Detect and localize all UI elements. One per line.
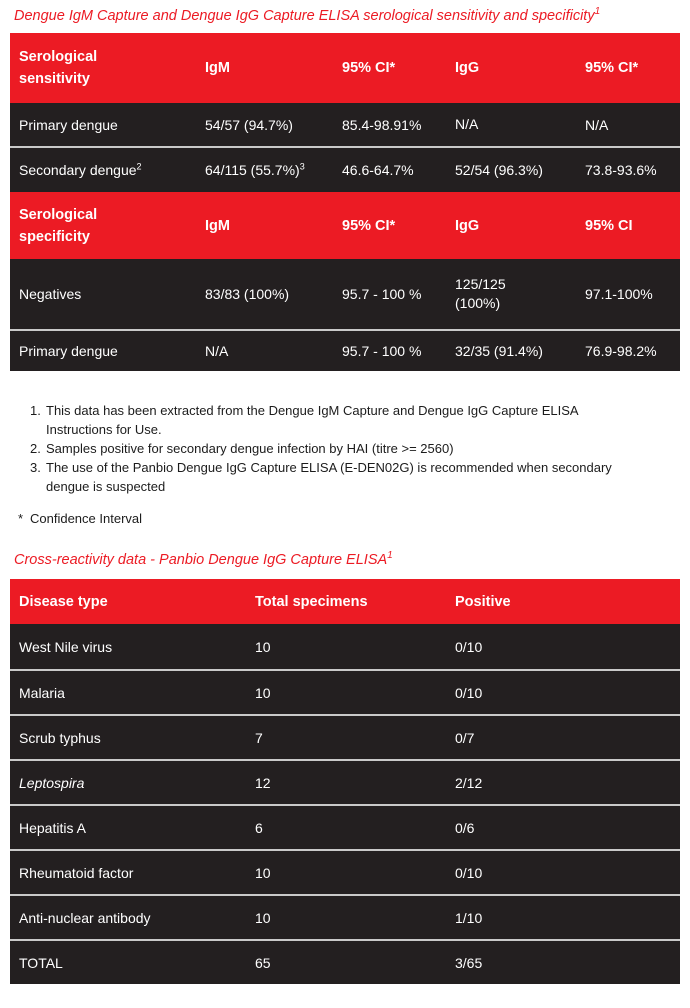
- igm-value: [205, 117, 342, 133]
- header-cell-text: IgM: [205, 217, 230, 234]
- igm-ci-value: [342, 117, 455, 133]
- igg-ci-value: [585, 162, 680, 178]
- footnote-item: [30, 458, 630, 496]
- header-cell-text: IgG: [455, 217, 480, 234]
- cross-reactivity-data-row: [10, 759, 680, 804]
- igg-value-text: N/A: [455, 116, 479, 132]
- total-specimens-value: [255, 639, 455, 655]
- footnotes-list: [30, 401, 630, 496]
- header-total-specimens: [255, 594, 455, 610]
- cross-reactivity-table: [10, 579, 680, 984]
- header-igm-ci: [342, 60, 455, 76]
- total-specimens-value-text: 10: [255, 909, 271, 926]
- disease-name: [19, 639, 255, 655]
- total-specimens-value: [255, 865, 455, 881]
- disease-name: [19, 730, 255, 746]
- footnote-text: The use of the Panbio Dengue IgG Capture ELISA (E-DEN02G) is recommended when secondary dengue is suspected: [46, 460, 612, 494]
- asterisk-symbol: *: [18, 511, 24, 526]
- positive-value-text: 2/12: [455, 774, 483, 791]
- igg-ci-value-text: 73.8-93.6%: [585, 162, 657, 178]
- sensitivity-specificity-table: [10, 33, 680, 371]
- header-igg-ci: [585, 60, 680, 76]
- total-specimens-value-text: 7: [255, 729, 263, 746]
- header-disease-type: [19, 594, 255, 610]
- positive-value-text: 1/10: [455, 909, 483, 926]
- header-positive: [455, 594, 680, 610]
- disease-name: [19, 685, 255, 701]
- cross-reactivity-data-row: [10, 669, 680, 714]
- row-label-text: Secondary dengue: [19, 162, 137, 178]
- sensitivity-table-body: [10, 103, 680, 192]
- total-specimens-value: [255, 775, 455, 791]
- total-specimens-value: [255, 955, 455, 971]
- positive-value: [455, 775, 680, 791]
- header-igm-ci: [342, 218, 455, 234]
- total-specimens-value: [255, 910, 455, 926]
- total-specimens-value-text: 10: [255, 638, 271, 655]
- igm-ci-value-text: 95.7 - 100 %: [342, 286, 422, 302]
- cross-reactivity-data-row: [10, 624, 680, 669]
- sensitivity-data-row: [10, 103, 680, 146]
- sensitivity-table-title: [14, 6, 690, 26]
- igm-value: [205, 286, 342, 302]
- disease-name-text: Scrub typhus: [19, 729, 101, 746]
- positive-value: [455, 820, 680, 836]
- header-cell-text: Serological specificity: [19, 206, 98, 245]
- header-serological-sensitivity: [19, 46, 205, 90]
- document-page: [0, 6, 690, 984]
- igm-ci-value: [342, 286, 455, 302]
- header-cell-text: IgG: [455, 60, 480, 76]
- igg-ci-value: [585, 286, 680, 302]
- igg-ci-value-text: 97.1-100%: [585, 286, 653, 302]
- sensitivity-title-superscript: 1: [594, 6, 601, 18]
- positive-value: [455, 955, 680, 971]
- disease-name: [19, 775, 255, 791]
- igg-ci-value: [585, 117, 680, 133]
- row-label-text: Negatives: [19, 286, 82, 302]
- header-igg: [455, 60, 585, 76]
- total-specimens-value-text: 65: [255, 954, 271, 971]
- total-specimens-value-text: 10: [255, 684, 271, 701]
- header-cell-text: Disease type: [19, 593, 108, 610]
- disease-name: [19, 865, 255, 881]
- positive-value: [455, 910, 680, 926]
- disease-name-text: West Nile virus: [19, 638, 113, 655]
- specificity-table-body: [10, 259, 680, 371]
- igg-value-text: 125/125 (100%): [455, 276, 506, 311]
- footnote-text: Samples positive for secondary dengue infection by HAI (titre >= 2560): [46, 441, 454, 456]
- disease-name-text: Malaria: [19, 684, 65, 701]
- igm-value-text: 64/115 (55.7%): [205, 162, 300, 178]
- igg-ci-value: [585, 343, 680, 359]
- positive-value: [455, 865, 680, 881]
- igm-value-text: N/A: [205, 343, 229, 359]
- row-label-superscript: 2: [136, 161, 142, 172]
- footnote-number: 3.: [30, 460, 41, 475]
- igm-value: [205, 343, 342, 359]
- igm-ci-value-text: 95.7 - 100 %: [342, 343, 422, 359]
- row-label-text: Primary dengue: [19, 116, 118, 133]
- cross-reactivity-data-row: [10, 894, 680, 939]
- igg-value: [455, 161, 585, 180]
- header-serological-specificity: [19, 204, 205, 248]
- cross-reactivity-data-row: [10, 804, 680, 849]
- igm-value: [205, 162, 342, 178]
- confidence-interval-note: [18, 510, 690, 528]
- total-specimens-value-text: 10: [255, 864, 271, 881]
- total-specimens-value: [255, 730, 455, 746]
- positive-value: [455, 639, 680, 655]
- header-cell-text: Serological sensitivity: [19, 49, 98, 87]
- disease-name: [19, 820, 255, 836]
- cross-reactivity-title-superscript: 1: [387, 550, 393, 562]
- footnote-number: 1.: [30, 403, 41, 418]
- header-cell-text: 95% CI*: [342, 60, 396, 76]
- igg-value: [455, 342, 585, 361]
- igg-value: [455, 115, 585, 134]
- positive-value-text: 0/10: [455, 638, 483, 655]
- header-cell-text: Positive: [455, 593, 511, 610]
- positive-value: [455, 685, 680, 701]
- positive-value-text: 0/10: [455, 864, 483, 881]
- igg-ci-value-text: N/A: [585, 116, 609, 133]
- positive-value-text: 0/10: [455, 684, 483, 701]
- specificity-data-row: [10, 329, 680, 371]
- positive-value: [455, 730, 680, 746]
- header-cell-text: 95% CI*: [585, 60, 639, 76]
- igm-ci-value: [342, 343, 455, 359]
- footnote-item: [30, 401, 630, 439]
- disease-name: [19, 910, 255, 926]
- asterisk-text: Confidence Interval: [30, 511, 143, 526]
- specificity-header-row: [10, 192, 680, 259]
- header-cell-text: IgM: [205, 60, 230, 76]
- igm-ci-value: [342, 162, 455, 178]
- row-label: [19, 286, 205, 302]
- header-cell-text: 95% CI: [585, 217, 633, 234]
- disease-name-text: Leptospira: [19, 774, 85, 791]
- cross-reactivity-header-row: [10, 579, 680, 624]
- footnote-text: This data has been extracted from the Dengue IgM Capture and Dengue IgG Capture ELISA Instructions for Use.: [46, 403, 578, 437]
- total-specimens-value: [255, 685, 455, 701]
- header-cell-text: Total specimens: [255, 593, 368, 610]
- total-specimens-value: [255, 820, 455, 836]
- row-label-text: Primary dengue: [19, 343, 118, 359]
- disease-name-text: TOTAL: [19, 954, 63, 971]
- disease-name-text: Rheumatoid factor: [19, 864, 134, 881]
- header-igm: [205, 60, 342, 76]
- cross-reactivity-data-row: [10, 849, 680, 894]
- total-specimens-value-text: 12: [255, 774, 271, 791]
- igg-value-text: 32/35 (91.4%): [455, 342, 543, 359]
- cross-reactivity-data-row: [10, 939, 680, 984]
- header-igg: [455, 218, 585, 234]
- positive-value-text: 0/7: [455, 729, 475, 746]
- row-label: [19, 117, 205, 133]
- igg-value-text: 52/54 (96.3%): [455, 161, 543, 178]
- igg-ci-value-text: 76.9-98.2%: [585, 343, 657, 359]
- cross-reactivity-table-title: [14, 550, 690, 570]
- sensitivity-data-row: [10, 146, 680, 192]
- specificity-data-row: [10, 259, 680, 329]
- disease-name-text: Anti-nuclear antibody: [19, 909, 151, 926]
- header-igm: [205, 218, 342, 234]
- positive-value-text: 3/65: [455, 954, 483, 971]
- disease-name-text: Hepatitis A: [19, 819, 86, 836]
- igm-ci-value-text: 46.6-64.7%: [342, 162, 414, 178]
- igm-value-text: 54/57 (94.7%): [205, 116, 293, 133]
- disease-name: [19, 955, 255, 971]
- cross-reactivity-title-text: Cross-reactivity data - Panbio Dengue IgG Capture ELISA: [14, 552, 388, 568]
- igm-value-text: 83/83 (100%): [205, 286, 290, 302]
- positive-value-text: 0/6: [455, 819, 475, 836]
- row-label: [19, 343, 205, 359]
- igg-value: [455, 275, 585, 313]
- footnote-item: [30, 439, 630, 458]
- row-label: [19, 162, 205, 178]
- header-igg-ci: [585, 218, 680, 234]
- cross-reactivity-data-row: [10, 714, 680, 759]
- sensitivity-header-row: [10, 33, 680, 103]
- sensitivity-table-title-text: Dengue IgM Capture and Dengue IgG Capture ELISA serological sensitivity and specificity: [14, 8, 595, 24]
- header-cell-text: 95% CI*: [342, 217, 396, 234]
- cross-reactivity-table-body: [10, 624, 680, 984]
- footnote-number: 2.: [30, 441, 41, 456]
- total-specimens-value-text: 6: [255, 819, 263, 836]
- igm-ci-value-text: 85.4-98.91%: [342, 116, 422, 133]
- igm-value-superscript: 3: [299, 161, 305, 172]
